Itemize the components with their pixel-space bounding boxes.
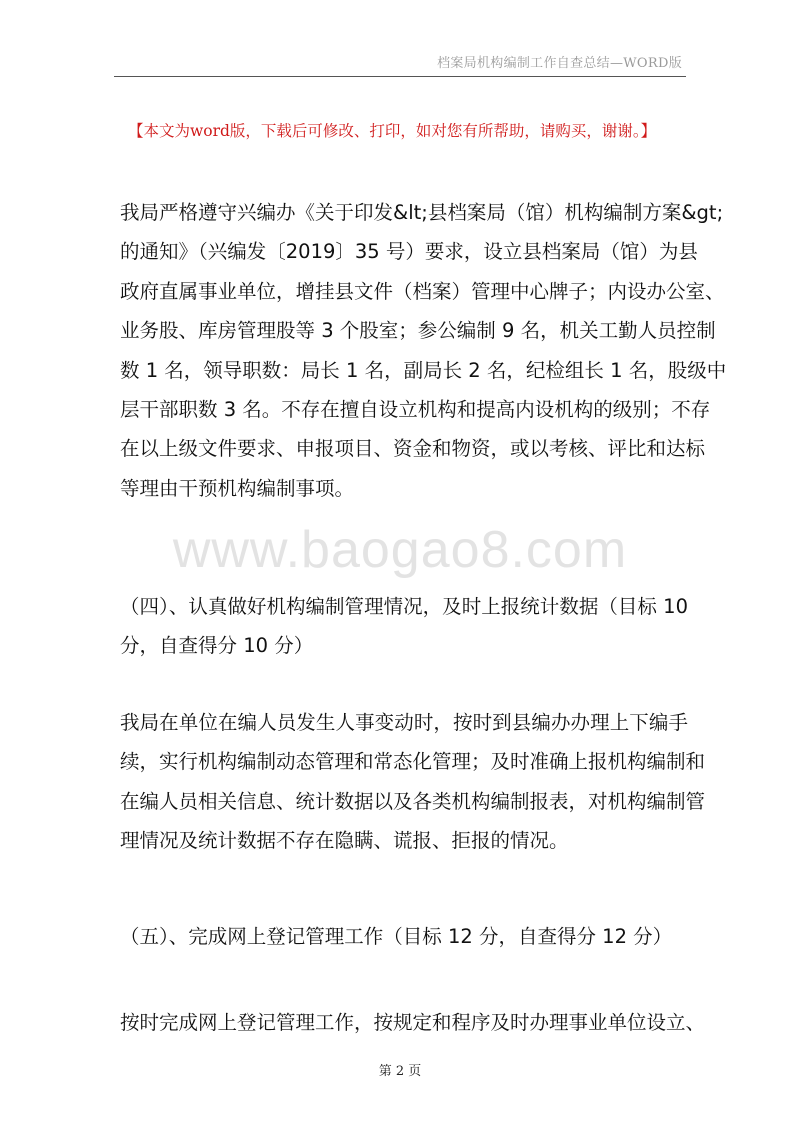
text-line: 在编人员相关信息、统计数据以及各类机构编制报表，对机构编制管 xyxy=(120,789,706,813)
text-line: 理情况及统计数据不存在隐瞒、谎报、拒报的情况。 xyxy=(120,829,569,853)
text-line: （四）、认真做好机构编制管理情况，及时上报统计数据（目标 10 xyxy=(120,595,688,618)
section-heading-5 xyxy=(120,917,688,956)
paragraph-online-registration xyxy=(120,1003,706,1042)
text-line: 政府直属事业单位，增挂县文件（档案）管理中心牌子；内设办公室、 xyxy=(120,279,725,303)
text-line: 业务股、库房管理股等 3 个股室；参公编制 9 名，机关工勤人员控制 xyxy=(120,319,716,343)
watermark-text: www.baogao8.com xyxy=(172,521,628,579)
section-heading-4 xyxy=(120,587,688,666)
text-line: 续，实行机构编制动态管理和常态化管理；及时准确上报机构编制和 xyxy=(120,750,706,774)
text-line: 我局在单位在编人员发生人事变动时，按时到县编办办理上下编手 xyxy=(120,711,688,734)
running-header: 档案局机构编制工作自查总结—WORD版 xyxy=(437,56,682,71)
text-line: 的通知》（兴编发〔2019〕35 号）要求，设立县档案局（馆）为县 xyxy=(120,240,698,264)
text-line: 在以上级文件要求、申报项目、资金和物资，或以考核、评比和达标 xyxy=(120,437,706,461)
text-line: 数 1 名，领导职数：局长 1 名，副局长 2 名，纪检组长 1 名，股级中 xyxy=(120,358,727,382)
purchase-notice: 【本文为word版，下载后可修改、打印，如对您有所帮助，请购买，谢谢。】 xyxy=(128,122,657,140)
page-number: 第 2 页 xyxy=(378,1064,422,1079)
paragraph-org-structure xyxy=(120,193,727,508)
text-line: 分，自查得分 10 分） xyxy=(120,634,314,658)
paragraph-staff-changes xyxy=(120,703,706,861)
text-line: 我局严格遵守兴编办《关于印发&lt;县档案局（馆）机构编制方案&gt; xyxy=(120,201,724,224)
text-line: 层干部职数 3 名。不存在擅自设立机构和提高内设机构的级别；不存 xyxy=(120,398,711,422)
text-line: 按时完成网上登记管理工作，按规定和程序及时办理事业单位设立、 xyxy=(120,1011,706,1034)
text-line: 等理由干预机构编制事项。 xyxy=(120,476,355,500)
header-rule xyxy=(114,76,686,77)
text-line: （五）、完成网上登记管理工作（目标 12 分，自查得分 12 分） xyxy=(120,925,673,948)
